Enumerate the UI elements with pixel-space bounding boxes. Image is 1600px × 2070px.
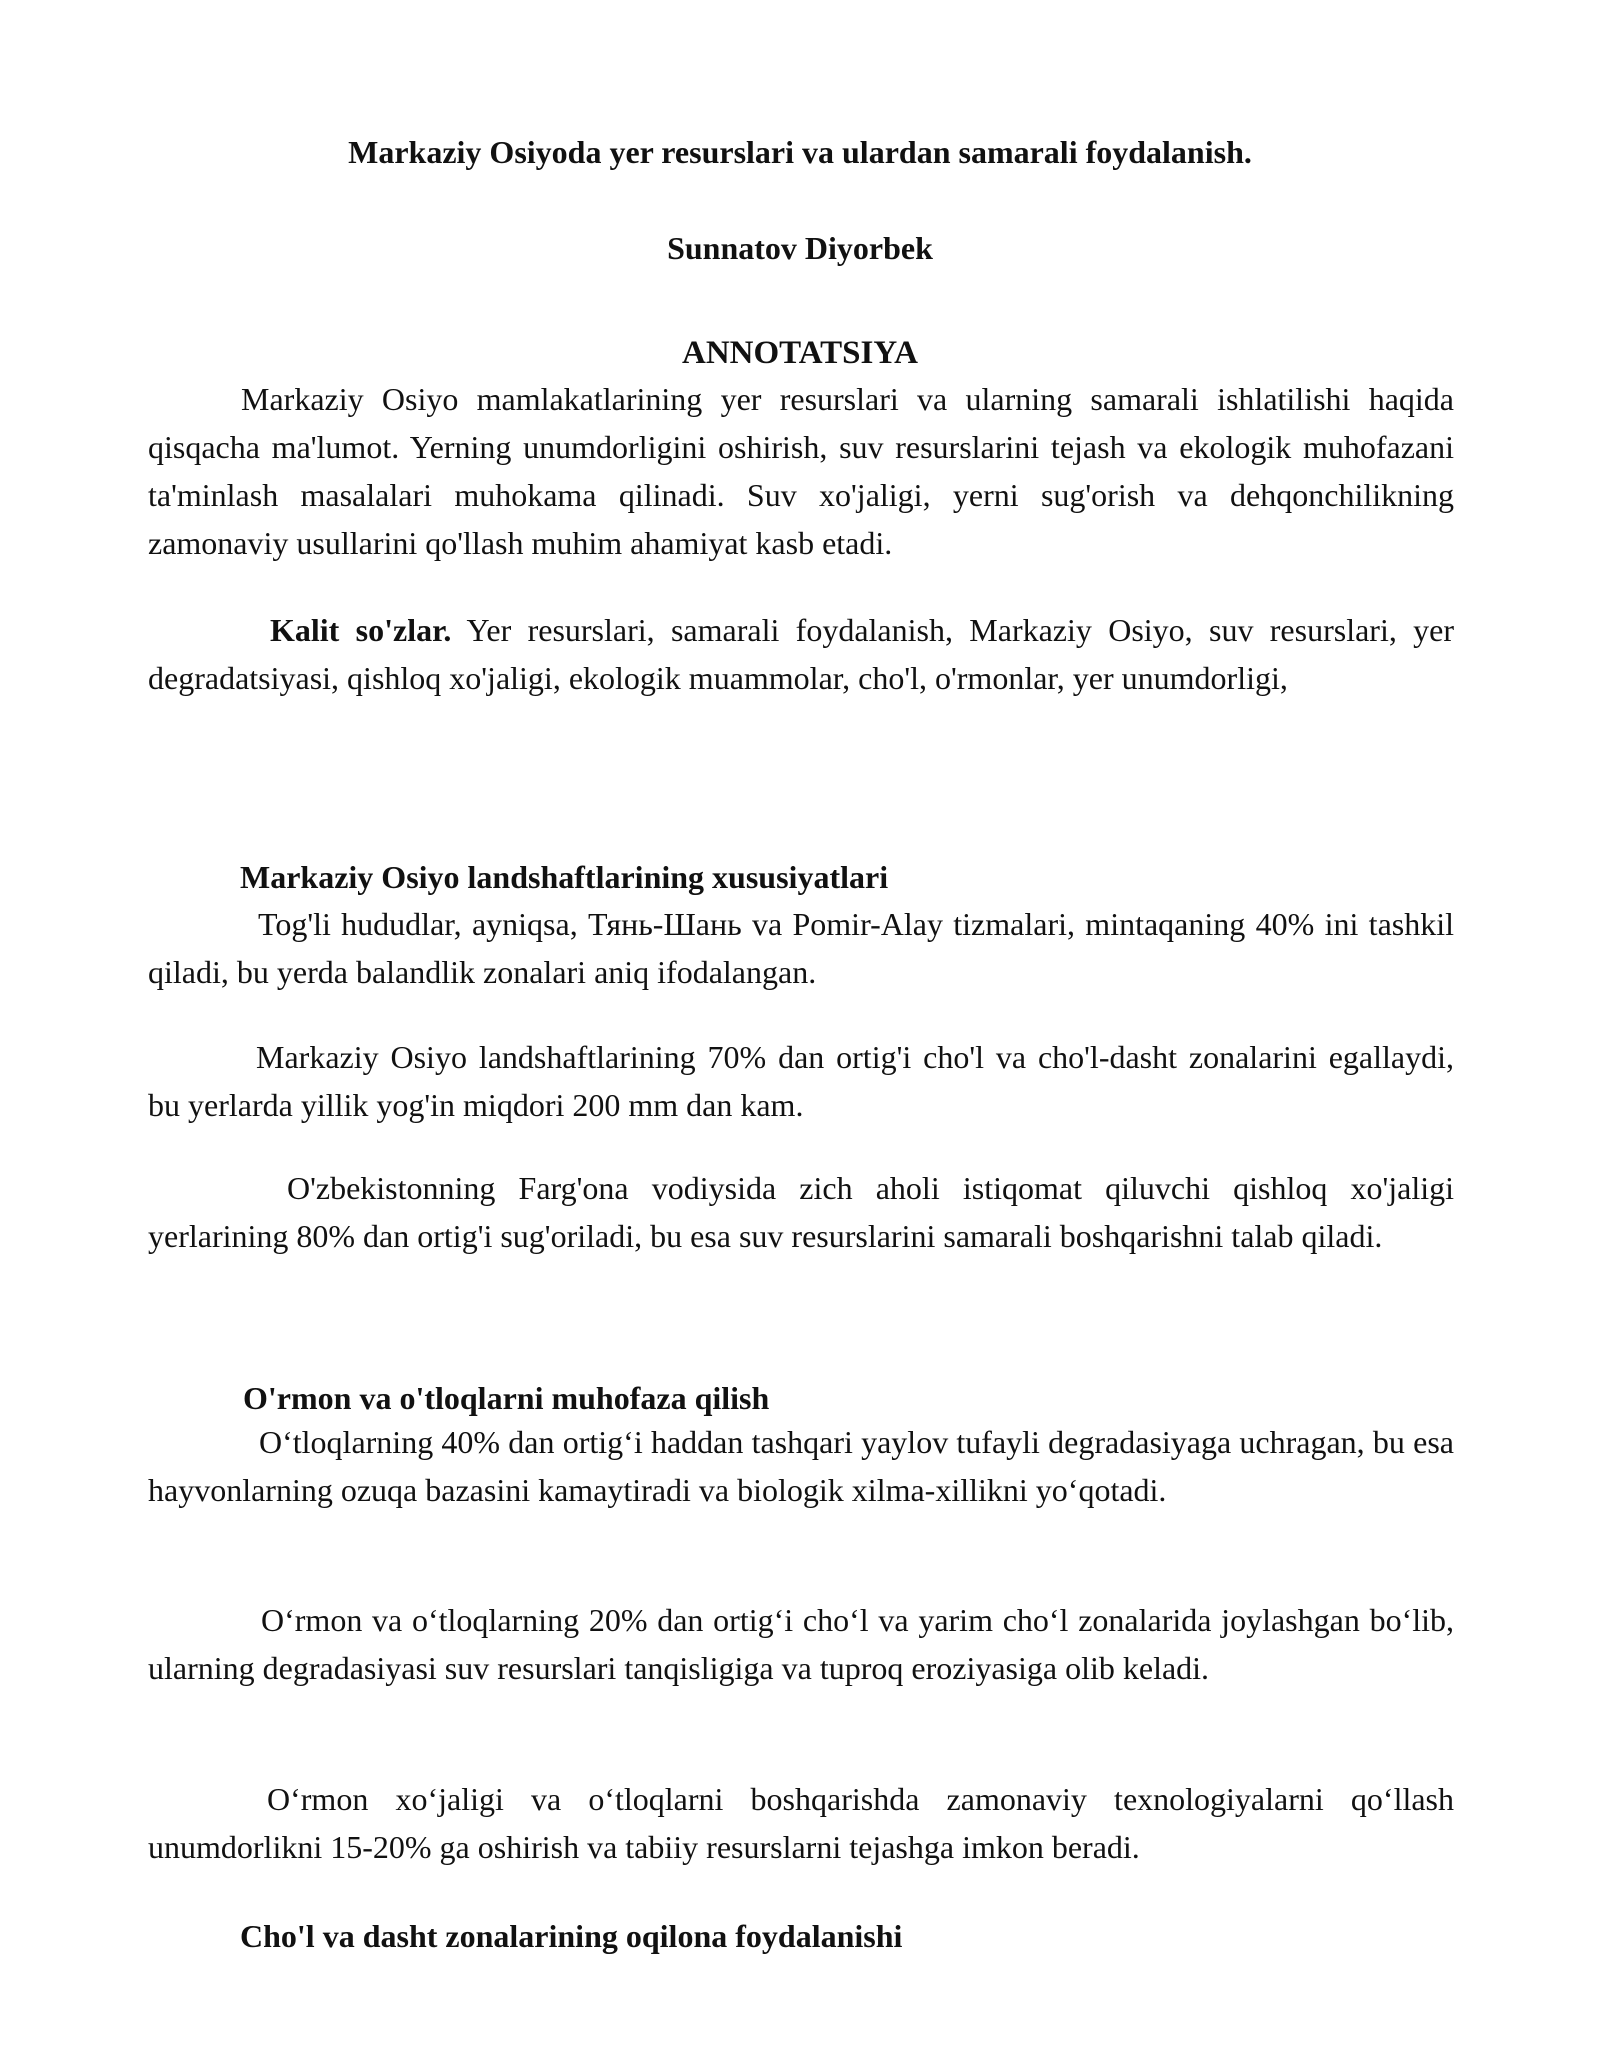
keywords-label: Kalit so'zlar. [270, 612, 452, 648]
annotation-paragraph: Markaziy Osiyo mamlakatlarining yer resurslari va ularning samarali ishlatilishi haqida qisqacha ma'lumot. Yerning unumdorligini oshirish, suv resurslarini tejash va ekologik muhofazani ta'minlash masalalari muhokama qilinadi. Suv xo'jaligi, yerni sug'orish va dehqonchilikning zamonaviy usullarini qo'llash muhim ahamiyat kasb etadi. [148, 381, 1454, 561]
section-paragraph: Tog'li hududlar, ayniqsa, Тянь-Шань va Pomir-Alay tizmalari, mintaqaning 40% ini tashkil qiladi, bu yerda balandlik zonalari aniq ifodalangan. [148, 906, 1454, 990]
section-paragraph: O'zbekistonning Farg'ona vodiysida zich aholi istiqomat qiluvchi qishloq xo'jaligi yerlarining 80% dan ortig'i sug'oriladi, bu esa suv resurslarini samarali boshqarishni talab qiladi. [148, 1170, 1454, 1254]
annotation-heading: ANNOTATSIYA [682, 335, 918, 371]
section-heading-forests: O'rmon va o'tloqlarni muhofaza qilish [243, 1380, 770, 1416]
section-heading-landscapes: Markaziy Osiyo landshaftlarining xususiyatlari [240, 859, 889, 895]
section-paragraph: Markaziy Osiyo landshaftlarining 70% dan ortig'i cho'l va cho'l-dasht zonalarini egallaydi, bu yerlarda yillik yog'in miqdori 200 mm dan kam. [148, 1039, 1454, 1123]
author-name: Sunnatov Diyorbek [667, 230, 933, 266]
section-paragraph: O‘tloqlarning 40% dan ortig‘i haddan tashqari yaylov tufayli degradasiyaga uchragan, bu esa hayvonlarning ozuqa bazasini kamaytiradi va biologik xilma-xillikni yo‘qotadi. [148, 1424, 1454, 1508]
section-paragraph: O‘rmon va o‘tloqlarning 20% dan ortig‘i cho‘l va yarim cho‘l zonalarida joylashgan bo‘lib, ularning degradasiyasi suv resurslari tanqisligiga va tuproq eroziyasiga olib keladi. [148, 1602, 1454, 1686]
keywords-text: Yer resurslari, samarali foydalanish, Markaziy Osiyo, suv resurslari, yer degradatsiyasi, qishloq xo'jaligi, ekologik muammolar, cho'l, o'rmonlar, yer unumdorligi, [148, 612, 1455, 696]
section-heading-deserts: Cho'l va dasht zonalarining oqilona foydalanishi [240, 1918, 903, 1954]
document-title: Markaziy Osiyoda yer resurslari va ulardan samarali foydalanish. [348, 134, 1252, 170]
section-paragraph: O‘rmon xo‘jaligi va o‘tloqlarni boshqarishda zamonaviy texnologiyalarni qo‘llash unumdorlikni 15-20% ga oshirish va tabiiy resurslarni tejashga imkon beradi. [148, 1781, 1454, 1865]
keywords-paragraph [148, 606, 1454, 702]
